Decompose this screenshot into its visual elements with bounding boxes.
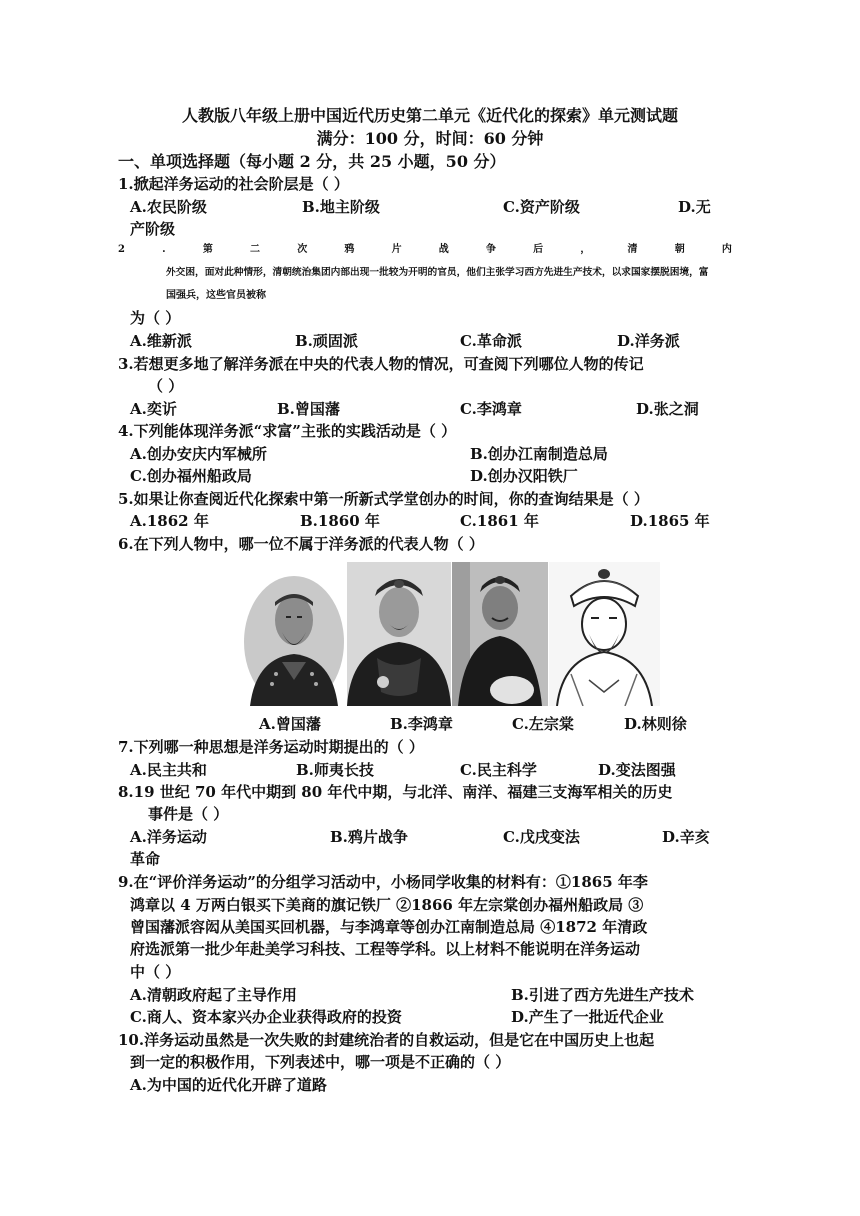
portrait-li-hongzhang [347, 562, 451, 706]
q2-char: 第 [202, 244, 213, 255]
q9-stem-line4: 府选派第一批少年赴美学习科技、工程等学科。以上材料不能说明在洋务运动 [130, 940, 641, 958]
portrait-zeng-guofan [242, 562, 346, 706]
q10-stem-line1: 10.洋务运动虽然是一次失败的封建统治者的自救运动，但是它在中国历史上也起 [118, 1031, 655, 1049]
q2-char: 次 [297, 244, 308, 255]
exam-subtitle: 满分：100 分，时间：60 分钟 [316, 129, 544, 148]
q3-blank: （ ） [148, 377, 184, 395]
q6-option-c: C.左宗棠 [512, 715, 574, 733]
q2-option-a: A.维新派 [130, 332, 192, 350]
q9-stem-line5: 中（ ） [130, 963, 181, 981]
q1-option-d: D.无 [678, 198, 711, 216]
q8-option-c: C.戊戌变法 [503, 828, 580, 846]
q2-char: 战 [438, 244, 449, 255]
q3-option-a: A.奕䜣 [130, 400, 177, 418]
q1-option-c: C.资产阶级 [503, 198, 580, 216]
q1-stem: 1.掀起洋务运动的社会阶层是（ ） [118, 175, 349, 193]
q2-option-c: C.革命派 [460, 332, 522, 350]
q3-option-c: C.李鸿章 [460, 400, 522, 418]
q4-option-c: C.创办福州船政局 [130, 467, 252, 485]
q5-option-a: A.1862 年 [130, 512, 209, 530]
q3-stem: 3.若想更多地了解洋务派在中央的代表人物的情况，可查阅下列哪位人物的传记 [118, 355, 644, 373]
q2-char: ， [580, 244, 591, 255]
q2-stem-line1 [118, 243, 732, 257]
q2-option-b: B.顽固派 [295, 332, 358, 350]
portrait-zuo-zongtang [452, 562, 548, 706]
q2-char: 清 [627, 244, 638, 255]
q7-option-d: D.变法图强 [598, 761, 676, 779]
q3-option-d: D.张之洞 [636, 400, 699, 418]
exam-title: 人教版八年级上册中国近代历史第二单元《近代化的探索》单元测试题 [181, 106, 678, 125]
q8-stem-continued: 事件是（ ） [148, 805, 229, 823]
q2-char: 鸦 [344, 244, 355, 255]
portrait-lin-zexu [549, 562, 660, 706]
section-heading: 一、单项选择题（每小题 2 分，共 25 小题，50 分） [118, 152, 506, 171]
q2-char: 争 [485, 244, 496, 255]
q8-stem: 8.19 世纪 70 年代中期到 80 年代中期，与北洋、南洋、福建三支海军相关的历史 [118, 783, 673, 801]
q9-option-d: D.产生了一批近代企业 [511, 1008, 664, 1026]
q2-stem-line2: 外交困，面对此种情形，清朝统治集团内部出现一批较为开明的官员，他们主张学习西方先进生产技术，以求国家摆脱困境，富 [166, 267, 709, 278]
q4-stem: 4.下列能体现洋务派“求富”主张的实践活动是（ ） [118, 422, 457, 440]
q2-option-d: D.洋务派 [617, 332, 680, 350]
q6-stem: 6.在下列人物中，哪一位不属于洋务派的代表人物（ ） [118, 535, 484, 553]
q2-char: 二 [250, 244, 261, 255]
q5-stem: 5.如果让你查阅近代化探索中第一所新式学堂创办的时间，你的查询结果是（ ） [118, 490, 649, 508]
q8-option-d: D.辛亥 [662, 828, 710, 846]
q1-option-b: B.地主阶级 [302, 198, 380, 216]
q7-stem: 7.下列哪一种思想是洋务运动时期提出的（ ） [118, 738, 424, 756]
q8-option-a: A.洋务运动 [130, 828, 207, 846]
q5-option-d: D.1865 年 [630, 512, 710, 530]
q2-char: 2 [118, 244, 125, 255]
q7-option-a: A.民主共和 [130, 761, 207, 779]
q1-option-a: A.农民阶级 [130, 198, 207, 216]
q9-option-b: B.引进了西方先进生产技术 [511, 986, 694, 1004]
q3-option-b: B.曾国藩 [277, 400, 340, 418]
q2-char: 内 [721, 244, 732, 255]
q7-option-c: C.民主科学 [460, 761, 537, 779]
q1-option-d-continued: 产阶级 [130, 220, 176, 238]
q6-option-b: B.李鸿章 [390, 715, 453, 733]
q6-option-d: D.林则徐 [624, 715, 687, 733]
q9-option-c: C.商人、资本家兴办企业获得政府的投资 [130, 1008, 402, 1026]
q9-stem-line1: 9.在“评价洋务运动”的分组学习活动中，小杨同学收集的材料有：①1865 年李 [118, 873, 648, 891]
q5-option-c: C.1861 年 [460, 512, 539, 530]
q9-option-a: A.清朝政府起了主导作用 [130, 986, 297, 1004]
q2-stem-line4: 为（ ） [130, 309, 181, 327]
q2-stem-line3: 国强兵，这些官员被称 [166, 290, 266, 301]
q7-option-b: B.师夷长技 [296, 761, 374, 779]
q2-char: 后 [533, 244, 544, 255]
q8-option-d-continued: 革命 [130, 850, 161, 868]
q2-char: 片 [391, 244, 402, 255]
q10-option-a: A.为中国的近代化开辟了道路 [130, 1076, 327, 1094]
q4-option-b: B.创办江南制造总局 [470, 445, 608, 463]
q2-char: . [162, 244, 166, 255]
q2-char: 朝 [674, 244, 685, 255]
q4-option-d: D.创办汉阳铁厂 [470, 467, 578, 485]
q5-option-b: B.1860 年 [300, 512, 380, 530]
q4-option-a: A.创办安庆内军械所 [130, 445, 267, 463]
q10-stem-line2: 到一定的积极作用，下列表述中，哪一项是不正确的（ ） [130, 1053, 511, 1071]
q9-stem-line2: 鸿章以 4 万两白银买下美商的旗记铁厂 ②1866 年左宗棠创办福州船政局 ③ [130, 896, 644, 914]
q8-option-b: B.鸦片战争 [330, 828, 408, 846]
q9-stem-line3: 曾国藩派容闳从美国买回机器，与李鸿章等创办江南制造总局 ④1872 年清政 [130, 918, 648, 936]
q6-option-a: A.曾国藩 [259, 715, 321, 733]
